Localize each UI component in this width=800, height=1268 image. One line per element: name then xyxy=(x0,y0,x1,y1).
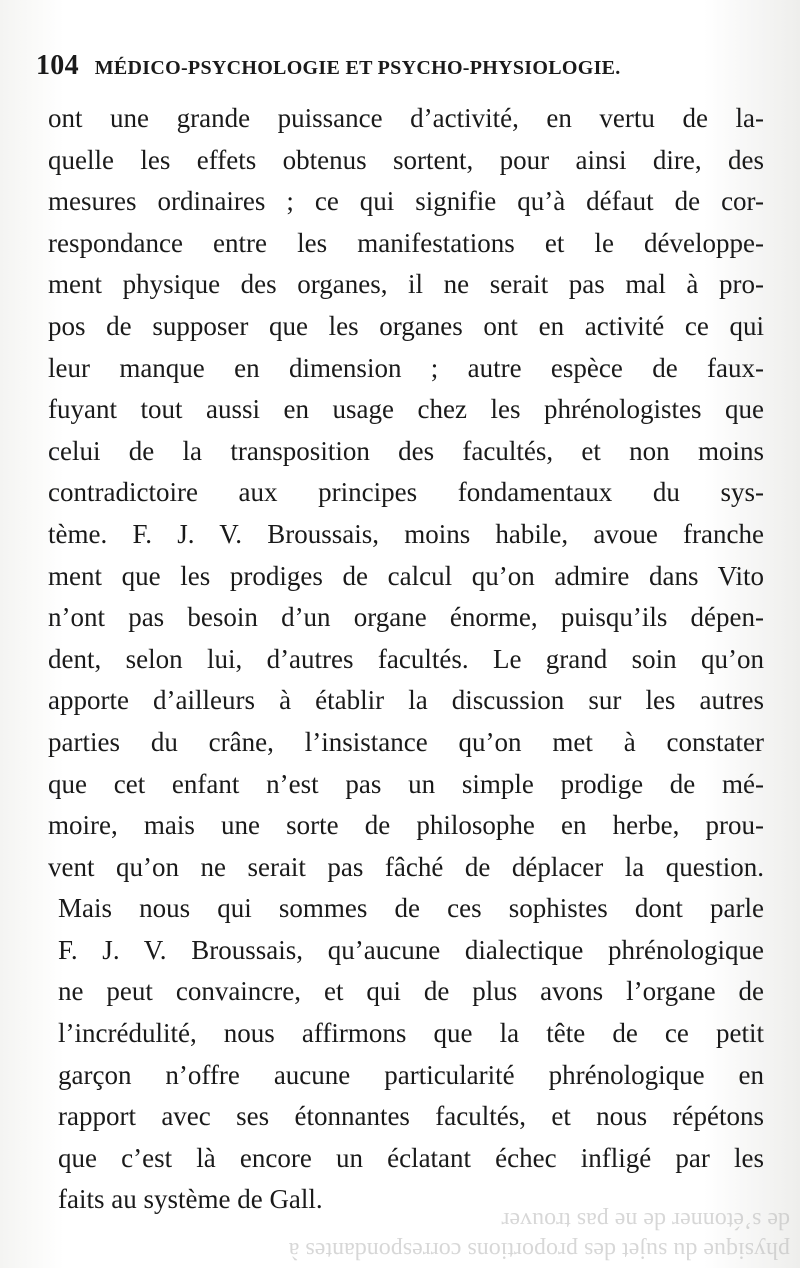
text-line: leur manque en dimension ; autre espèce de faux- xyxy=(48,352,764,383)
text-line: celui de la transposition des facultés, et non moins xyxy=(48,435,764,466)
text-line: moire, mais une sorte de philosophe en herbe, prou- xyxy=(48,810,764,841)
text-line: pos de supposer que les organes ont en activité ce qui xyxy=(48,310,764,341)
text-line: que cet enfant n’est pas un simple prodige de mé- xyxy=(48,768,764,799)
body-text xyxy=(48,98,764,1221)
bleed-line: de s’étonner de ne pas trouver xyxy=(501,1207,790,1233)
text-line: ment physique des organes, il ne serait pas mal à pro- xyxy=(48,269,764,300)
text-line: garçon n’offre aucune particularité phrénologique en xyxy=(58,1059,764,1090)
text-line: mesures ordinaires ; ce qui signifie qu’à défaut de cor- xyxy=(48,186,764,217)
text-line: ont une grande puissance d’activité, en vertu de la- xyxy=(48,103,764,133)
text-line: tème. F. J. V. Broussais, moins habile, avoue franche xyxy=(48,518,764,549)
text-line: respondance entre les manifestations et le développe- xyxy=(48,227,764,258)
text-line: vent qu’on ne serait pas fâché de déplacer la question. xyxy=(48,851,764,882)
text-line: fuyant tout aussi en usage chez les phrénologistes que xyxy=(48,394,764,425)
text-line: parties du crâne, l’insistance qu’on met à constater xyxy=(48,726,764,757)
bleed-line: physique du sujet des proportions correspondantes à xyxy=(288,1237,790,1263)
bleed-through-text xyxy=(70,1205,790,1265)
text-line: apporte d’ailleurs à établir la discussion sur les autres xyxy=(48,685,764,716)
text-line: l’incrédulité, nous affirmons que la tête de ce petit xyxy=(58,1018,764,1049)
text-line: dent, selon lui, d’autres facultés. Le grand soin qu’on xyxy=(48,643,764,674)
text-line: ment que les prodiges de calcul qu’on admire dans Vito xyxy=(48,560,764,591)
text-line: F. J. V. Broussais, qu’aucune dialectique phrénologique xyxy=(58,934,764,965)
text-line: n’ont pas besoin d’un organe énorme, puisqu’ils dépen- xyxy=(48,602,764,633)
text-line: rapport avec ses étonnantes facultés, et nous répétons xyxy=(58,1101,764,1132)
text-line: Mais nous qui sommes de ces sophistes dont parle xyxy=(58,893,764,924)
text-line: quelle les effets obtenus sortent, pour ainsi dire, des xyxy=(48,144,764,175)
text-line: ne peut convaincre, et qui de plus avons l’organe de xyxy=(58,976,764,1007)
text-line: faits au système de Gall. xyxy=(58,1184,323,1215)
page-number: 104 xyxy=(36,50,79,81)
text-line: contradictoire aux principes fondamentaux du sys- xyxy=(48,477,764,508)
text-line: que c’est là encore un éclatant échec infligé par les xyxy=(58,1142,764,1173)
page-header xyxy=(36,50,756,90)
running-title: MÉDICO-PSYCHOLOGIE ET PSYCHO-PHYSIOLOGIE. xyxy=(94,57,621,79)
